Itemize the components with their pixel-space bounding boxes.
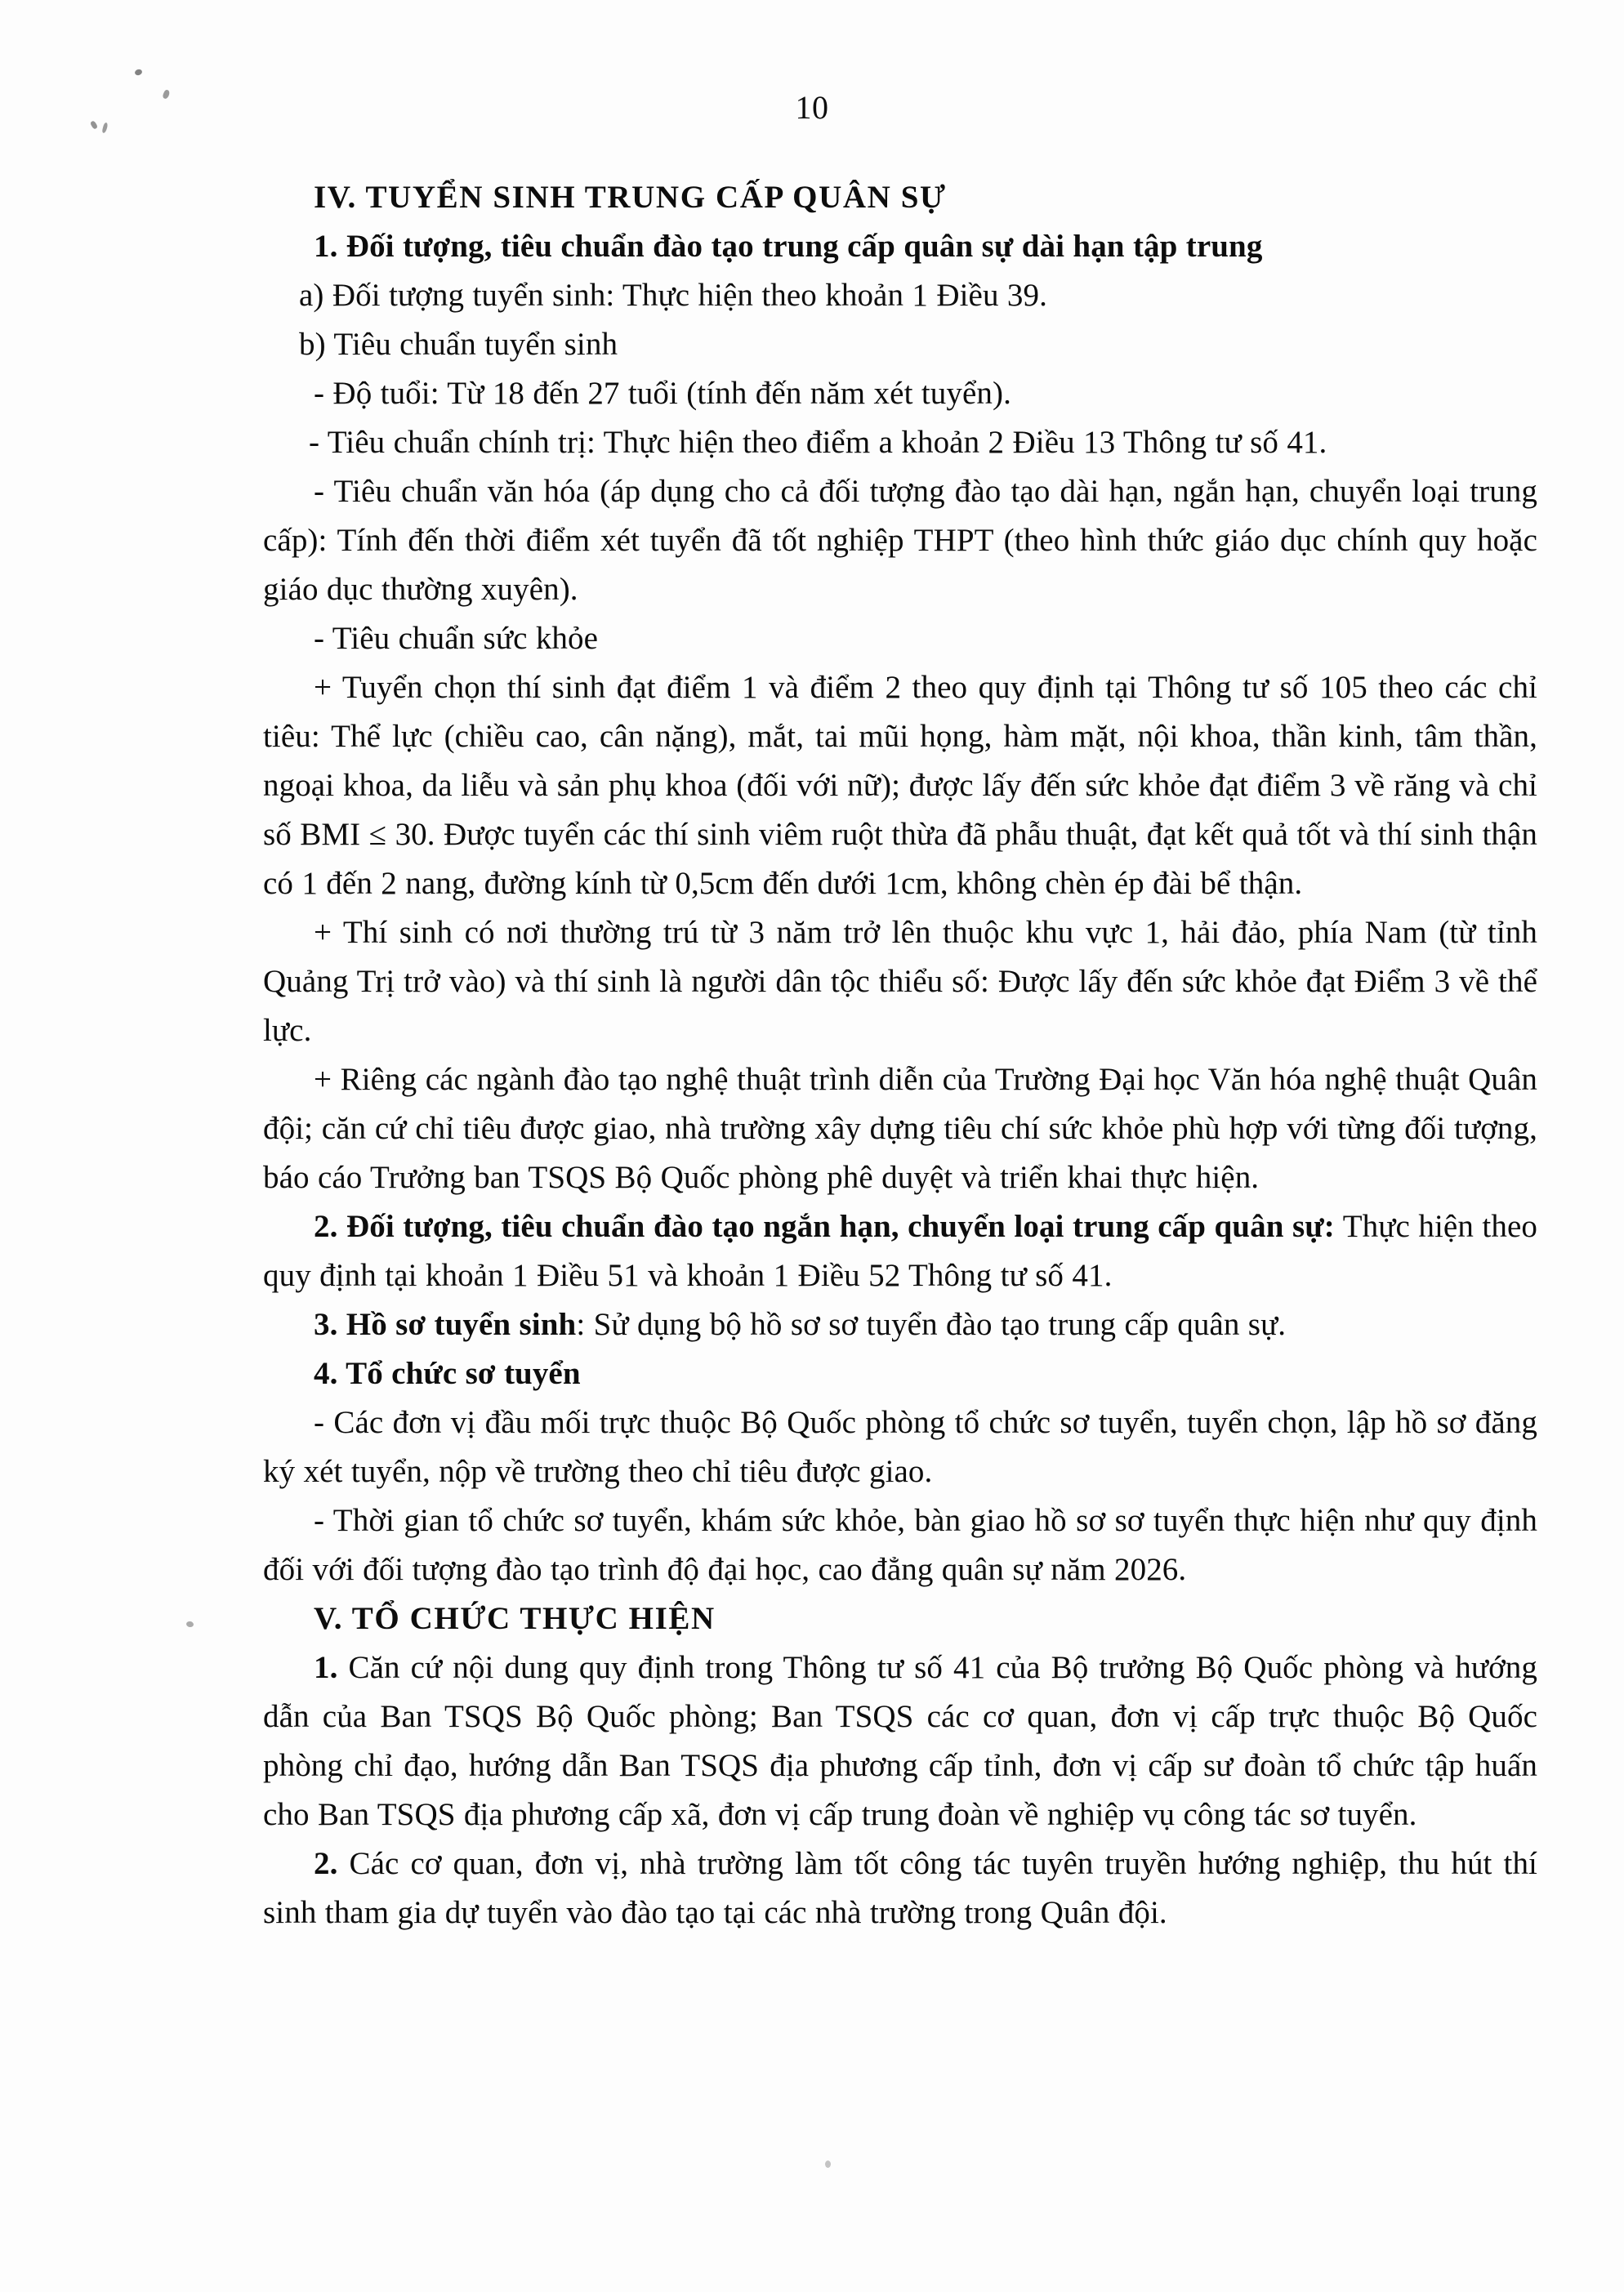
paragraph-v-item-1 <box>263 1643 1537 1839</box>
paragraph-subsection-3 <box>263 1300 1537 1349</box>
paragraph-do-tuoi: - Độ tuổi: Từ 18 đến 27 tuổi (tính đến năm xét tuyển). <box>314 376 1011 411</box>
page-number: 10 <box>795 89 829 126</box>
paragraph-suc-khoe-nghe-thuat: + Riêng các ngành đào tạo nghệ thuật trình diễn của Trường Đại học Văn hóa nghệ thuật Quân đội; căn cứ chỉ tiêu được giao, nhà trường xây dựng tiêu chí sức khỏe phù hợp với từng đối tượng, báo cáo Trưởng ban TSQS Bộ Quốc phòng phê duyệt và triển khai thực hiện. <box>263 1062 1537 1195</box>
v-item-2-number: 2. <box>314 1846 338 1881</box>
v-item-1-number: 1. <box>314 1650 338 1685</box>
paragraph-tieu-chuan-chinh-tri: - Tiêu chuẩn chính trị: Thực hiện theo điểm a khoản 2 Điều 13 Thông tư số 41. <box>309 425 1327 460</box>
scan-artifact-dot <box>825 2160 831 2168</box>
subsection-3-body: : Sử dụng bộ hồ sơ sơ tuyển đào tạo trung cấp quân sự. <box>576 1307 1287 1342</box>
paragraph-so-tuyen-item-1: - Các đơn vị đầu mối trực thuộc Bộ Quốc phòng tổ chức sơ tuyển, tuyển chọn, lập hồ sơ đăng ký xét tuyển, nộp về trường theo chỉ tiêu được giao. <box>263 1405 1537 1489</box>
heading-section-iv: IV. TUYỂN SINH TRUNG CẤP QUÂN SỰ <box>314 180 947 215</box>
paragraph-subsection-2 <box>263 1202 1537 1300</box>
scan-artifact-dot <box>185 1621 194 1627</box>
paragraph-tieu-chuan-tuyen-sinh: b) Tiêu chuẩn tuyển sinh <box>299 327 618 362</box>
v-item-2-body: Các cơ quan, đơn vị, nhà trường làm tốt công tác tuyên truyền hướng nghiệp, thu hút thí sinh tham gia dự tuyển vào đào tạo tại các nhà trường trong Quân đội. <box>263 1846 1537 1930</box>
v-item-1-body: Căn cứ nội dung quy định trong Thông tư số 41 của Bộ trưởng Bộ Quốc phòng và hướng dẫn của Ban TSQS Bộ Quốc phòng; Ban TSQS các cơ quan, đơn vị cấp trực thuộc Bộ Quốc phòng chỉ đạo, hướng dẫn Ban TSQS địa phương cấp tỉnh, đơn vị cấp sư đoàn tổ chức tập huấn cho Ban TSQS địa phương cấp xã, đơn vị cấp trung đoàn về nghiệp vụ công tác sơ tuyển. <box>263 1650 1537 1832</box>
paragraph-v-item-2 <box>263 1839 1537 1937</box>
paragraph-tieu-chuan-suc-khoe: - Tiêu chuẩn sức khỏe <box>314 621 599 656</box>
heading-subsection-1: 1. Đối tượng, tiêu chuẩn đào tạo trung cấp quân sự dài hạn tập trung <box>314 229 1263 264</box>
paragraph-tieu-chuan-van-hoa: - Tiêu chuẩn văn hóa (áp dụng cho cả đối tượng đào tạo dài hạn, ngắn hạn, chuyển loại trung cấp): Tính đến thời điểm xét tuyển đã tốt nghiệp THPT (theo hình thức giáo dục chính quy hoặc giáo dục thường xuyên). <box>263 474 1537 607</box>
paragraph-doi-tuong-tuyen-sinh: a) Đối tượng tuyển sinh: Thực hiện theo khoản 1 Điều 39. <box>299 278 1047 313</box>
subsection-2-label: 2. Đối tượng, tiêu chuẩn đào tạo ngắn hạn, chuyển loại trung cấp quân sự: <box>314 1209 1335 1244</box>
paragraph-suc-khoe-diem-1: + Tuyển chọn thí sinh đạt điểm 1 và điểm 2 theo quy định tại Thông tư số 105 theo các chỉ tiêu: Thể lực (chiều cao, cân nặng), mắt, tai mũi họng, hàm mặt, nội khoa, thần kinh, tâm thần, ngoại khoa, da liễu và sản phụ khoa (đối với nữ); được lấy đến sức khỏe đạt điểm 3 về răng và chỉ số BMI ≤ 30. Được tuyển các thí sinh viêm ruột thừa đã phẫu thuật, đạt kết quả tốt và thí sinh thận có 1 đến 2 nang, đường kính từ 0,5cm đến dưới 1cm, không chèn ép đài bể thận. <box>263 670 1537 901</box>
paragraph-so-tuyen-item-2: - Thời gian tổ chức sơ tuyển, khám sức khỏe, bàn giao hồ sơ sơ tuyển thực hiện như quy định đối với đối tượng đào tạo trình độ đại học, cao đẳng quân sự năm 2026. <box>263 1503 1537 1587</box>
heading-section-v: V. TỔ CHỨC THỰC HIỆN <box>314 1601 716 1636</box>
subsection-2-body: Thực hiện theo quy định tại khoản 1 Điều 51 và khoản 1 Điều 52 Thông tư số 41. <box>263 1209 1537 1293</box>
scan-artifact-dot <box>134 69 143 76</box>
document-body <box>263 173 1537 1937</box>
subsection-3-label: 3. Hồ sơ tuyển sinh <box>314 1307 577 1342</box>
paragraph-suc-khoe-khu-vuc: + Thí sinh có nơi thường trú từ 3 năm trở lên thuộc khu vực 1, hải đảo, phía Nam (từ tỉnh Quảng Trị trở vào) và thí sinh là người dân tộc thiểu số: Được lấy đến sức khỏe đạt Điểm 3 về thể lực. <box>263 915 1537 1048</box>
heading-subsection-4: 4. Tổ chức sơ tuyển <box>314 1356 581 1391</box>
